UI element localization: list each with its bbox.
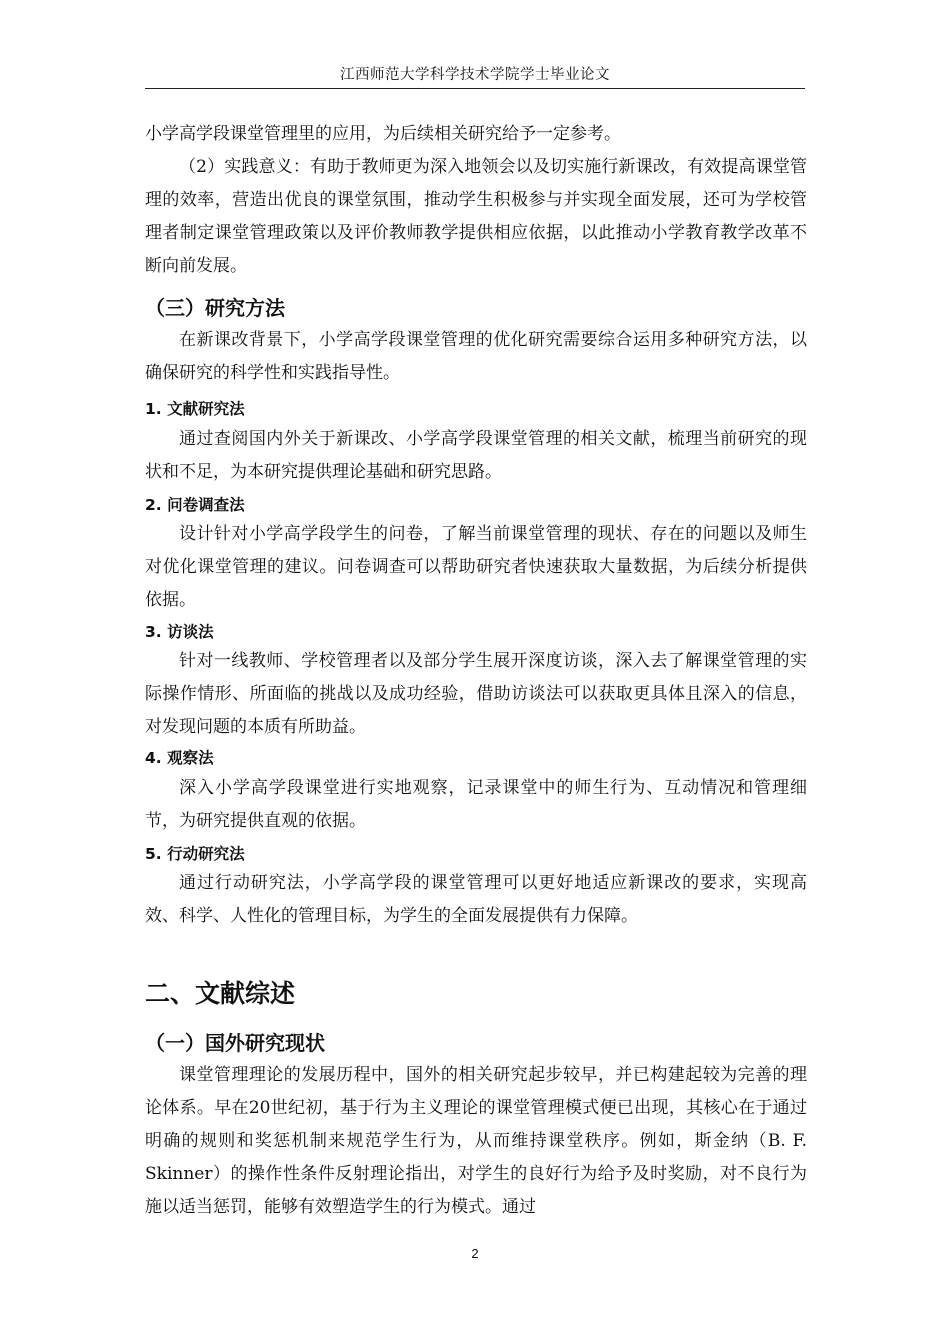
continuation-paragraph: 小学高学段课堂管理里的应用，为后续相关研究给予一定参考。 (145, 124, 621, 144)
practical-significance-paragraph: （2）实践意义：有助于教师更为深入地领会以及切实施行新课改，有效提高课堂管理的效率，营造出优良的课堂氛围，推动学生积极参与并实现全面发展，还可为学校管理者制定课堂管理政策以及评价教师教学提供相应依据，以此推动小学教育教学改革不断向前发展。 (145, 157, 807, 276)
method-title-questionnaire: 2. 问卷调查法 (145, 496, 245, 514)
method-text-literature: 通过查阅国内外关于新课改、小学高学段课堂管理的相关文献，梳理当前研究的现状和不足，为本研究提供理论基础和研究思路。 (145, 429, 807, 482)
header-divider (145, 88, 805, 89)
method-title-interview: 3. 访谈法 (145, 623, 214, 641)
section-heading-foreign-research: （一）国外研究现状 (145, 1031, 325, 1055)
chapter-heading-literature-review: 二、文献综述 (145, 979, 296, 1008)
method-text-observation: 深入小学高学段课堂进行实地观察，记录课堂中的师生行为、互动情况和管理细节，为研究提供直观的依据。 (145, 778, 807, 831)
method-title-observation: 4. 观察法 (145, 749, 214, 767)
foreign-research-paragraph: 课堂管理理论的发展历程中，国外的相关研究起步较早，并已构建起较为完善的理论体系。早在20世纪初，基于行为主义理论的课堂管理模式便已出现，其核心在于通过明确的规则和奖惩机制来规范学生行为，从而维持课堂秩序。例如，斯金纳（B. F. Skinner）的操作性条件反射理论指出，对学生的良好行为给予及时奖励，对不良行为施以适当惩罚，能够有效塑造学生的行为模式。通过 (145, 1065, 807, 1217)
header-title: 江西师范大学科学技术学院学士毕业论文 (340, 67, 610, 83)
page-number: 2 (471, 1246, 479, 1261)
section-heading-methods: （三）研究方法 (145, 296, 285, 320)
methods-intro-paragraph: 在新课改背景下，小学高学段课堂管理的优化研究需要综合运用多种研究方法，以确保研究的科学性和实践指导性。 (145, 330, 807, 383)
method-text-action-research: 通过行动研究法，小学高学段的课堂管理可以更好地适应新课改的要求，实现高效、科学、人性化的管理目标，为学生的全面发展提供有力保障。 (145, 873, 807, 926)
method-text-questionnaire: 设计针对小学高学段学生的问卷，了解当前课堂管理的现状、存在的问题以及师生对优化课堂管理的建议。问卷调查可以帮助研究者快速获取大量数据，为后续分析提供依据。 (145, 524, 807, 610)
method-title-action-research: 5. 行动研究法 (145, 845, 245, 863)
method-title-literature: 1. 文献研究法 (145, 400, 245, 418)
method-text-interview: 针对一线教师、学校管理者以及部分学生展开深度访谈，深入去了解课堂管理的实际操作情形、所面临的挑战以及成功经验，借助访谈法可以获取更具体且深入的信息，对发现问题的本质有所助益。 (145, 651, 807, 737)
